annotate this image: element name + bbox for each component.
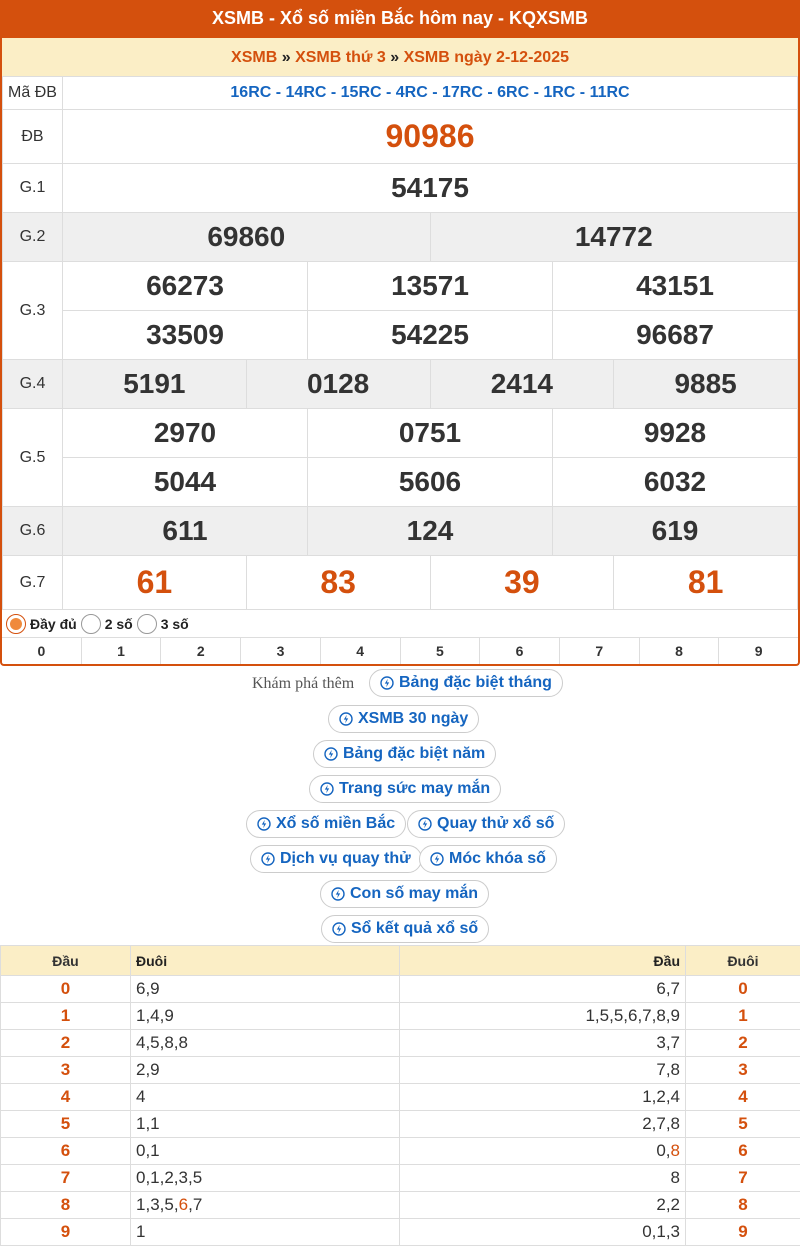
- link-label: Xổ số miền Bắc: [276, 815, 396, 832]
- header-dau-right: Đầu: [400, 946, 686, 976]
- duoi-digit: 5: [686, 1111, 800, 1138]
- duoi-digit: 3: [686, 1057, 800, 1084]
- digit-button-3[interactable]: 3: [241, 638, 321, 664]
- prize-g5-number: 0751: [308, 409, 553, 458]
- prize-g5-number: 9928: [553, 409, 798, 458]
- prize-g3-number: 96687: [553, 311, 798, 360]
- duoi-digit: 1: [686, 1003, 800, 1030]
- page-title: XSMB - Xổ số miền Bắc hôm nay - KQXSMB: [0, 0, 800, 38]
- dau-digit: 1: [1, 1003, 131, 1030]
- lightning-circle-icon: [261, 852, 275, 866]
- lightning-circle-icon: [332, 922, 346, 936]
- prize-g7-number: 81: [614, 556, 798, 610]
- option-full[interactable]: [6, 614, 77, 634]
- digit-button-7[interactable]: 7: [560, 638, 640, 664]
- digit-filter: [2, 638, 798, 664]
- link-label: Dịch vụ quay thử: [280, 850, 411, 867]
- table-row: [1, 1003, 800, 1030]
- dau-list: 1,5,5,6,7,8,9: [400, 1003, 686, 1030]
- digit-button-6[interactable]: 6: [480, 638, 560, 664]
- prize-label-g5: G.5: [3, 409, 63, 507]
- loto-table: [0, 945, 800, 1246]
- prize-g4-number: 2414: [430, 360, 614, 409]
- duoi-list: 1,3,5,6,7: [131, 1192, 400, 1219]
- ma-db-label: Mã ĐB: [3, 77, 63, 110]
- breadcrumb-sep: »: [281, 49, 291, 66]
- link-quay-thu-xo-so[interactable]: [407, 810, 565, 838]
- prize-g3-number: 43151: [553, 262, 798, 311]
- link-label: Móc khóa số: [449, 850, 546, 867]
- dau-digit: 6: [1, 1138, 131, 1165]
- lightning-circle-icon: [339, 712, 353, 726]
- option-two-digits[interactable]: [81, 614, 133, 634]
- prize-g6-number: 619: [553, 507, 798, 556]
- lightning-circle-icon: [320, 782, 334, 796]
- digit-button-4[interactable]: 4: [321, 638, 401, 664]
- ma-db-value: 16RC - 14RC - 15RC - 4RC - 17RC - 6RC - 1RC - 11RC: [63, 77, 798, 110]
- lightning-circle-icon: [418, 817, 432, 831]
- dau-list: 2,7,8: [400, 1111, 686, 1138]
- prize-label-g1: G.1: [3, 164, 63, 213]
- breadcrumb-xsmb[interactable]: XSMB: [231, 49, 278, 66]
- duoi-digit: 4: [686, 1084, 800, 1111]
- duoi-list: 4: [131, 1084, 400, 1111]
- digit-button-0[interactable]: 0: [2, 638, 82, 664]
- prize-g7-number: 61: [63, 556, 247, 610]
- prize-g2-number: 14772: [430, 213, 798, 262]
- option-full-label: Đầy đủ: [30, 615, 77, 632]
- link-label: Sổ kết quả xổ số: [351, 920, 479, 937]
- prize-g6-number: 611: [63, 507, 308, 556]
- link-con-so-may-man[interactable]: [320, 880, 489, 908]
- breadcrumb: [2, 38, 798, 76]
- dau-list: 7,8: [400, 1057, 686, 1084]
- dau-list: 3,7: [400, 1030, 686, 1057]
- radio-checked-icon[interactable]: [6, 614, 26, 634]
- lightning-circle-icon: [257, 817, 271, 831]
- link-bang-dac-biet-thang[interactable]: [369, 669, 563, 697]
- prize-g7-number: 39: [430, 556, 614, 610]
- duoi-list: 1,4,9: [131, 1003, 400, 1030]
- link-so-ket-qua-xo-so[interactable]: [321, 915, 489, 943]
- digit-button-9[interactable]: 9: [754, 643, 763, 659]
- dau-digit: 9: [1, 1219, 131, 1246]
- dau-list: 0,1,3: [400, 1219, 686, 1246]
- dau-digit: 4: [1, 1084, 131, 1111]
- dau-list: 2,2: [400, 1192, 686, 1219]
- radio-unchecked-icon[interactable]: [137, 614, 157, 634]
- prize-g3-number: 66273: [63, 262, 308, 311]
- link-trang-suc-may-man[interactable]: [309, 775, 501, 803]
- link-xo-so-mien-bac[interactable]: [246, 810, 406, 838]
- duoi-list: 0,1,2,3,5: [131, 1165, 400, 1192]
- lightning-circle-icon: [380, 676, 394, 690]
- prize-label-g3: G.3: [3, 262, 63, 360]
- prize-g5-number: 5044: [63, 458, 308, 507]
- lightning-circle-icon: [430, 852, 444, 866]
- dau-digit: 8: [1, 1192, 131, 1219]
- prize-label-db: ĐB: [3, 110, 63, 164]
- link-xsmb-30-ngay[interactable]: [328, 705, 479, 733]
- link-bang-dac-biet-nam[interactable]: [313, 740, 496, 768]
- dau-list: 8: [400, 1165, 686, 1192]
- digit-button-1[interactable]: 1: [82, 638, 162, 664]
- prize-g3-number: 54225: [308, 311, 553, 360]
- duoi-list: 4,5,8,8: [131, 1030, 400, 1057]
- dau-digit: 3: [1, 1057, 131, 1084]
- table-row: [1, 976, 800, 1003]
- header-dau: Đầu: [1, 946, 131, 976]
- prize-g4-number: 5191: [63, 360, 247, 409]
- dau-digit: 2: [1, 1030, 131, 1057]
- option-three-digits[interactable]: [137, 614, 189, 634]
- dau-list: 6,7: [400, 976, 686, 1003]
- breadcrumb-xsmb-thu[interactable]: XSMB thứ 3: [295, 49, 386, 66]
- table-row: [1, 1165, 800, 1192]
- link-label: Trang sức may mắn: [339, 780, 491, 797]
- table-row: [1, 1192, 800, 1219]
- dau-digit: 7: [1, 1165, 131, 1192]
- lightning-circle-icon: [331, 887, 345, 901]
- prize-g1-number: 54175: [63, 164, 798, 213]
- display-options: [2, 610, 798, 638]
- breadcrumb-xsmb-date[interactable]: XSMB ngày 2-12-2025: [403, 49, 569, 66]
- prize-g5-number: 2970: [63, 409, 308, 458]
- option-three-label: 3 số: [160, 615, 189, 632]
- breadcrumb-sep: »: [390, 49, 400, 66]
- prize-g3-number: 13571: [308, 262, 553, 311]
- table-row: [1, 1057, 800, 1084]
- loto-header-row: [1, 946, 800, 976]
- prize-label-g4: G.4: [3, 360, 63, 409]
- header-duoi-right: Đuôi: [686, 946, 800, 976]
- prize-label-g6: G.6: [3, 507, 63, 556]
- prize-g5-number: 6032: [553, 458, 798, 507]
- duoi-list: 1: [131, 1219, 400, 1246]
- table-row: [1, 1030, 800, 1057]
- duoi-digit: 2: [686, 1030, 800, 1057]
- table-row: [1, 1084, 800, 1111]
- prize-g7-number: 83: [246, 556, 430, 610]
- table-row: [1, 1138, 800, 1165]
- prize-g2-number: 69860: [63, 213, 431, 262]
- link-label: XSMB 30 ngày: [358, 710, 469, 727]
- duoi-list: 0,1: [131, 1138, 400, 1165]
- prize-g6-number: 124: [308, 507, 553, 556]
- dau-list: 0,8: [400, 1138, 686, 1165]
- table-row: [1, 1111, 800, 1138]
- link-moc-khoa-so[interactable]: [419, 845, 557, 873]
- prize-g5-number: 5606: [308, 458, 553, 507]
- duoi-list: 2,9: [131, 1057, 400, 1084]
- lightning-circle-icon: [324, 747, 338, 761]
- duoi-digit: 8: [686, 1192, 800, 1219]
- prize-label-g7: G.7: [3, 556, 63, 610]
- duoi-digit: 0: [686, 976, 800, 1003]
- prize-label-g2: G.2: [3, 213, 63, 262]
- digit-button-8[interactable]: 8: [640, 638, 720, 664]
- duoi-list: 1,1: [131, 1111, 400, 1138]
- prize-g4-number: 0128: [246, 360, 430, 409]
- table-row: [1, 1219, 800, 1246]
- duoi-digit: 9: [686, 1219, 800, 1246]
- duoi-list: 6,9: [131, 976, 400, 1003]
- header-duoi: Đuôi: [131, 946, 400, 976]
- prize-db-number: 90986: [63, 110, 798, 164]
- explore-label: Khám phá thêm: [252, 675, 355, 692]
- option-two-label: 2 số: [104, 615, 133, 632]
- results-table: [2, 76, 798, 610]
- digit-button-5[interactable]: 5: [401, 638, 481, 664]
- link-label: Con số may mắn: [350, 885, 479, 902]
- duoi-digit: 7: [686, 1165, 800, 1192]
- link-dich-vu-quay-thu[interactable]: [250, 845, 422, 873]
- radio-unchecked-icon[interactable]: [81, 614, 101, 634]
- link-label: Quay thử xổ số: [437, 815, 555, 832]
- dau-digit: 5: [1, 1111, 131, 1138]
- duoi-digit: 6: [686, 1138, 800, 1165]
- prize-g3-number: 33509: [63, 311, 308, 360]
- dau-digit: 0: [1, 976, 131, 1003]
- link-label: Bảng đặc biệt tháng: [399, 674, 552, 691]
- prize-g4-number: 9885: [614, 360, 798, 409]
- digit-button-2[interactable]: 2: [161, 638, 241, 664]
- dau-list: 1,2,4: [400, 1084, 686, 1111]
- link-label: Bảng đặc biệt năm: [343, 745, 486, 762]
